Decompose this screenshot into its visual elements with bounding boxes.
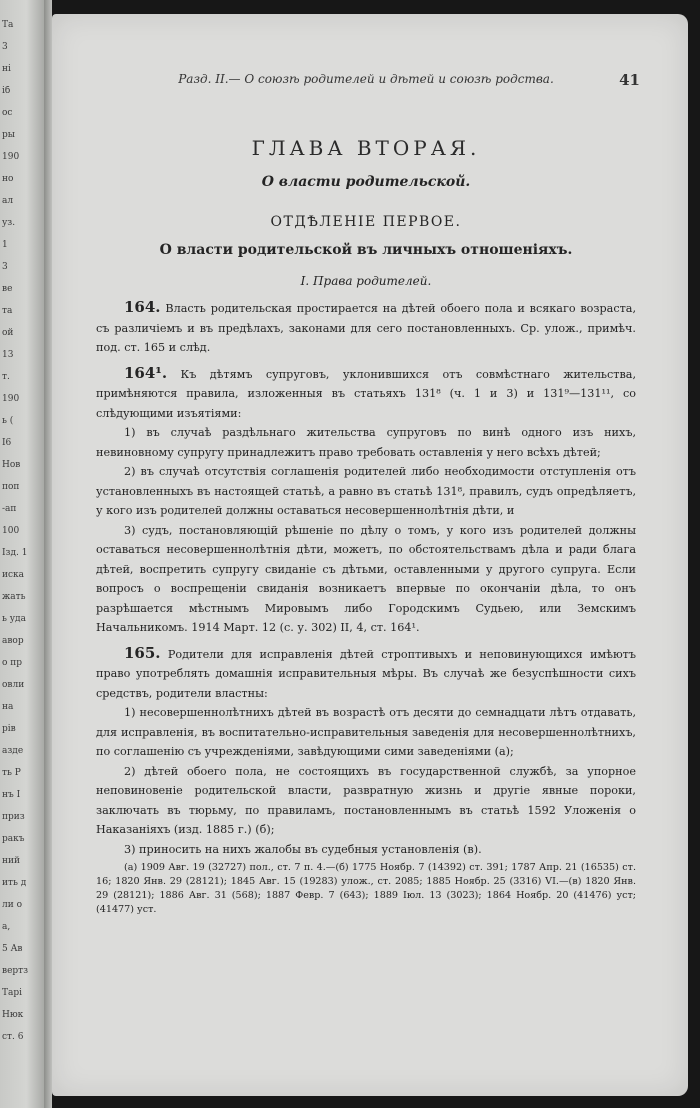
left-page-fragment: Ізд. 1 xyxy=(2,548,28,558)
left-page-fragment: 190 xyxy=(2,394,20,404)
left-page-fragment: Та xyxy=(2,20,14,30)
left-page-fragment: на xyxy=(2,702,14,712)
left-page-fragment: 13 xyxy=(2,350,14,360)
left-page-fragment: іб xyxy=(2,86,11,96)
book-gutter xyxy=(44,0,52,1108)
left-page-fragment: 190 xyxy=(2,152,20,162)
left-page-fragment: т. xyxy=(2,372,10,382)
left-page-fragment: а, xyxy=(2,922,11,932)
article-item: 2) въ случаѣ отсутствія соглашенія родителей либо необходимости отступленія отъ установленныхъ въ настоящей статьѣ, а равно въ статьѣ 131⁸, правилъ, судъ опредѣляетъ, у кого изъ родителей должны оставаться несовершеннолѣтнія дѣти, и xyxy=(96,465,636,517)
article-164 xyxy=(96,298,636,358)
left-page-fragment: азде xyxy=(2,746,24,756)
running-head-title: Разд. II.— О союзѣ родителей и дѣтей и союзѣ родства. xyxy=(178,72,554,86)
left-page-fragment: ал xyxy=(2,196,14,206)
left-facing-page xyxy=(0,0,44,1108)
left-page-fragment: ой xyxy=(2,328,14,338)
page-number: 41 xyxy=(619,71,640,89)
subsection-title: I. Права родителей. xyxy=(300,274,432,288)
left-page-fragment: ь уда xyxy=(2,614,26,624)
left-page-fragment: -ап xyxy=(2,504,17,514)
article-text: Къ дѣтямъ супруговъ, уклонившихся отъ совмѣстнаго жительства, примѣняются правила, изложенныя въ статьяхъ 131⁸ (ч. 1 и 3) и 131⁹—131¹¹, со слѣдующими изъятіями: xyxy=(96,367,636,420)
left-page-fragment: 3 xyxy=(2,42,8,52)
left-page-fragment: Нюк xyxy=(2,1010,24,1020)
left-page-fragment: приз xyxy=(2,812,25,822)
article-164-1 xyxy=(96,364,636,424)
left-page-fragment: уз. xyxy=(2,218,16,228)
article-text: Власть родительская простирается на дѣтей обоего пола и всякаго возраста, съ различіемъ и въ предѣлахъ, законами для сего постановленныхъ. Ср. улож., примѣч. под. ст. 165 и слѣд. xyxy=(96,302,637,354)
left-page-fragment: 100 xyxy=(2,526,20,536)
left-page-fragment: ить д xyxy=(2,878,27,888)
left-page-fragment: 1 xyxy=(2,240,8,250)
left-page-fragment: ракъ xyxy=(2,834,25,844)
left-page-fragment: ос xyxy=(2,108,13,118)
footnotes xyxy=(96,861,636,917)
article-item: 3) приносить на нихъ жалобы въ судебныя установленія (в). xyxy=(124,842,482,856)
footnote-text: (а) 1909 Авг. 19 (32727) пол., ст. 7 п. 4.—(б) 1775 Ноябр. 7 (14392) ст. 391; 1787 Апр. 21 (16535) ст. 16; 1820 Янв. 29 (28121); 1845 Авг. 15 (19283) улож., ст. 2085; 1885 Ноябр. 25 (3316) VI.—(в) 1820 Янв. 29 (28121); 1886 Авг. 31 (568); 1887 Февр. 7 (643); 1889 Іюл. 13 (3023); 1864 Ноябр. 20 (41476) уст; (41477) уст. xyxy=(96,862,636,915)
left-page-fragment: ст. 6 xyxy=(2,1032,24,1042)
article-item: 2) дѣтей обоего пола, не состоящихъ въ государственной службѣ, за упорное неповиновеніе родительской власти, развратную жизнь и другіе явные пороки, заключать въ тюрьму, по правиламъ, постановленнымъ въ статьѣ 1592 Уложенія о Наказаніяхъ (изд. 1885 г.) (б); xyxy=(96,764,636,836)
left-page-fragment: авор xyxy=(2,636,24,646)
left-page-fragment: но xyxy=(2,174,14,184)
chapter-title: ГЛАВА ВТОРАЯ. xyxy=(251,136,481,160)
left-page-fragment: овли xyxy=(2,680,25,690)
left-page-fragment: жать xyxy=(2,592,26,602)
left-page-fragment: иска xyxy=(2,570,25,580)
left-page-fragment: ры xyxy=(2,130,15,140)
left-page-fragment: Нов xyxy=(2,460,21,470)
left-page-fragment: ні xyxy=(2,64,11,74)
chapter-subtitle: О власти родительской. xyxy=(261,174,471,190)
left-page-fragment: та xyxy=(2,306,13,316)
left-page-fragment: ли о xyxy=(2,900,22,910)
left-page-fragment: о пр xyxy=(2,658,23,668)
left-page-fragment: вертз xyxy=(2,966,29,976)
article-item: 3) судъ, постановляющій рѣшеніе по дѣлу о томъ, у кого изъ родителей должны оставаться несовершеннолѣтнія дѣти, можетъ, по обстоятельствамъ дѣла и ради блага дѣтей, воспретить супругу свиданіе съ дѣтьми, оставленными у другого супруга. Если вопросъ о воспрещеніи свиданія возникаетъ впервые по окончаніи дѣла, то онъ разрѣшается мѣстнымъ Мировымъ либо Городскимъ Судьею, или Земскимъ Начальникомъ. 1914 Март. 12 (с. у. 302) II, 4, ст. 164¹. xyxy=(96,523,636,634)
article-item: 1) несовершеннолѣтнихъ дѣтей въ возрастѣ отъ десяти до семнадцати лѣтъ отдавать, для исправленія, въ воспитательно-исправительныя заведенія для несовершеннолѣтнихъ, по соглашенію съ учрежденіями, завѣдующими сими заведеніями (а); xyxy=(96,706,636,758)
section-title: ОТДѢЛЕНІЕ ПЕРВОЕ. xyxy=(270,214,462,230)
article-number: 164¹. xyxy=(124,363,168,382)
left-page-fragment: поп xyxy=(2,482,20,492)
running-head xyxy=(96,71,640,94)
article-number: 165. xyxy=(124,643,161,662)
section-subtitle: О власти родительской въ личныхъ отношеніяхъ. xyxy=(159,242,573,258)
left-page-fragment: ве xyxy=(2,284,13,294)
left-page-fragment: ь ( xyxy=(2,416,14,426)
page-content xyxy=(96,71,640,917)
left-page-fragment: 5 Ав xyxy=(2,944,23,954)
article-number: 164. xyxy=(124,298,161,316)
left-page-fragment: рів xyxy=(2,724,16,734)
left-page-fragment: нъ І xyxy=(2,790,21,800)
article-text: Родители для исправленія дѣтей строптивыхъ и неповинующихся имѣютъ право употреблять домашнія исправительныя мѣры. Въ случаѣ же безуспѣшности сихъ средствъ, родители властны: xyxy=(96,647,636,700)
left-page-fragment: ний xyxy=(2,856,20,866)
article-165 xyxy=(96,644,636,704)
left-page-fragment: 3 xyxy=(2,262,8,272)
left-page-fragment: ть Р xyxy=(2,768,21,778)
book-page xyxy=(52,14,688,1096)
left-page-fragment: Тарі xyxy=(2,988,23,998)
article-item: 1) въ случаѣ раздѣльнаго жительства супруговъ по винѣ одного изъ нихъ, невиновному супругу принадлежитъ право требовать оставленія у него всѣхъ дѣтей; xyxy=(96,426,636,459)
left-page-fragment: I6 xyxy=(2,438,12,448)
articles-body xyxy=(96,298,636,859)
